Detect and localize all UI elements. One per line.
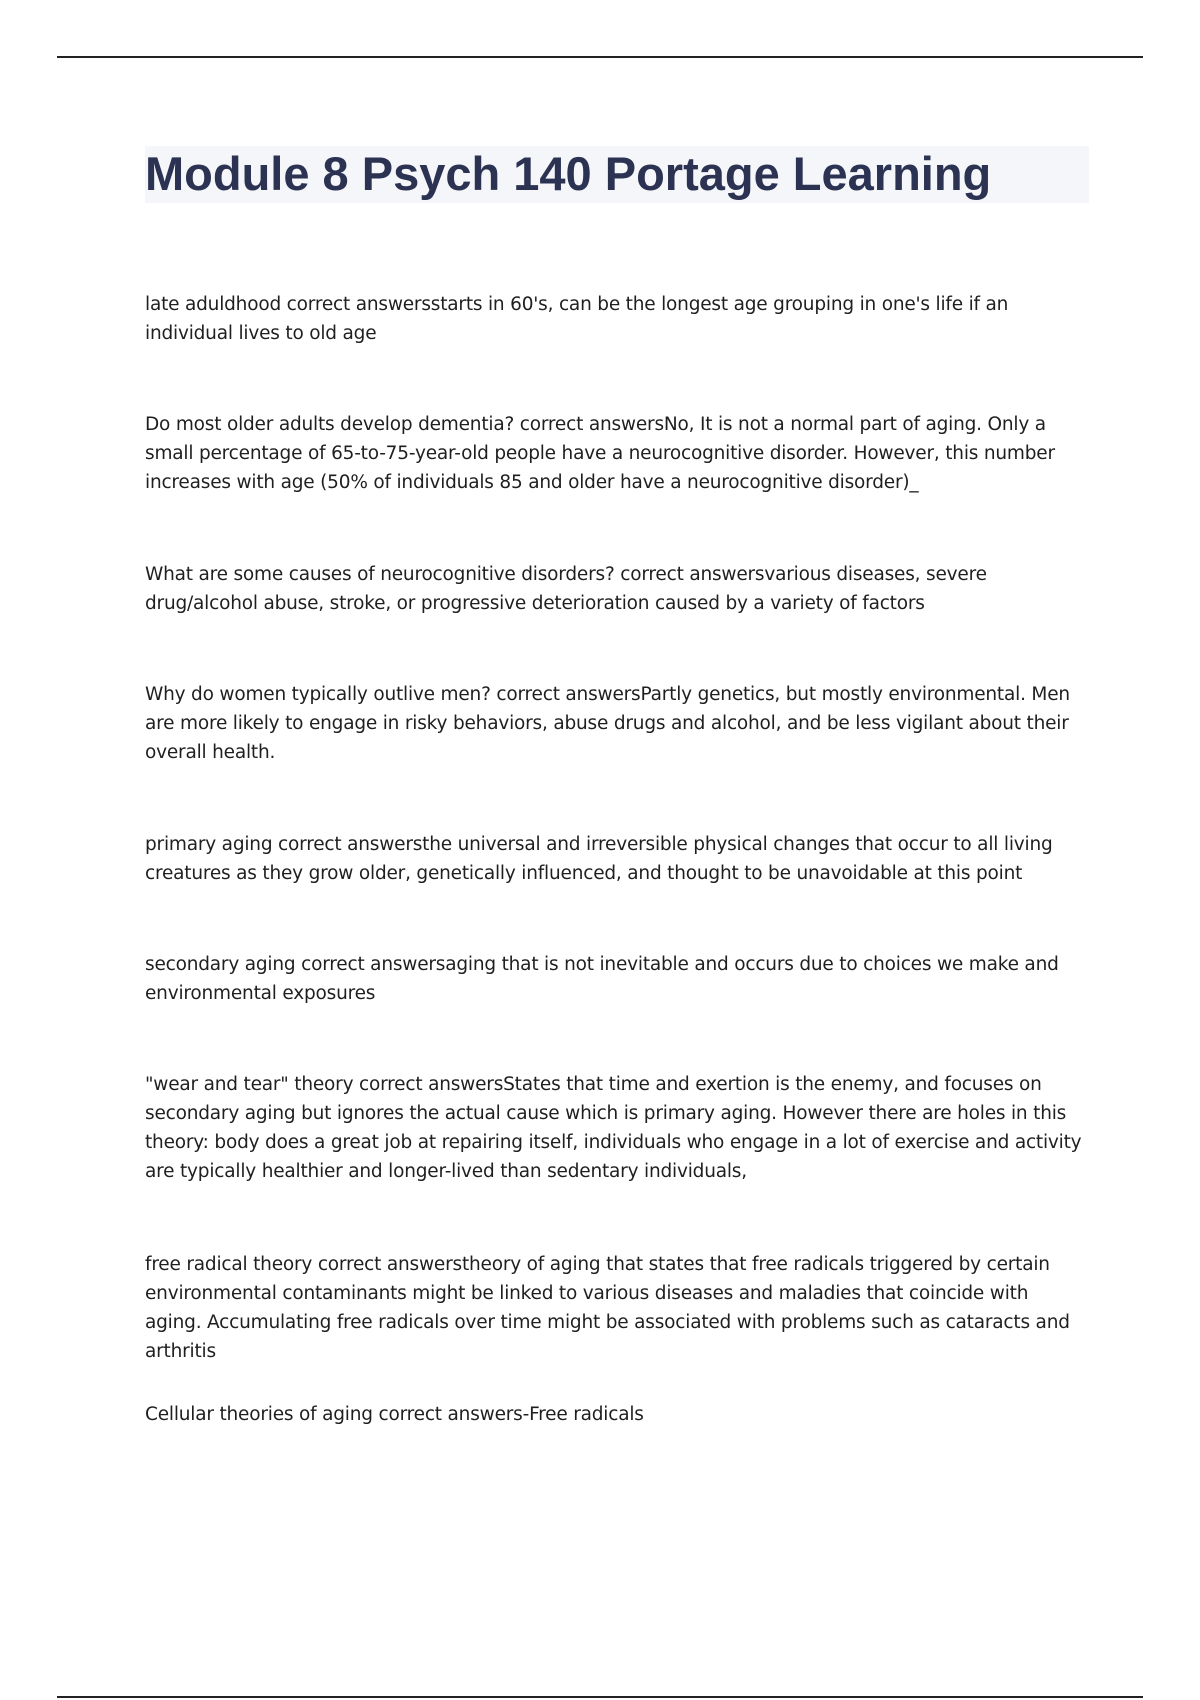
- qa-entry-secondary-aging: secondary aging correct answersaging that is not inevitable and occurs due to choices we make and environmental exposures: [145, 954, 1059, 1004]
- top-divider: [57, 56, 1143, 58]
- qa-entry-cellular-theories: Cellular theories of aging correct answers-Free radicals: [145, 1404, 644, 1425]
- qa-entry-primary-aging: primary aging correct answersthe universal and irreversible physical changes that occur to all living creatures as they grow older, genetically influenced, and thought to be unavoidable at this point: [145, 834, 1053, 884]
- qa-entry-women-outlive-men: Why do women typically outlive men? correct answersPartly genetics, but mostly environmental. Men are more likely to engage in risky behaviors, abuse drugs and alcohol, and be less vigilant about their overall health.: [145, 684, 1070, 763]
- bottom-divider: [57, 1696, 1143, 1698]
- qa-entry-wear-and-tear: "wear and tear" theory correct answersStates that time and exertion is the enemy, and focuses on secondary aging but ignores the actual cause which is primary aging. However there are holes in this theory: body does a great job at repairing itself, individuals who engage in a lot of exercise and activity are typically healthier and longer-lived than sedentary individuals,: [145, 1074, 1082, 1182]
- document-title: Module 8 Psych 140 Portage Learning: [145, 147, 992, 200]
- qa-entry-free-radical-theory: free radical theory correct answerstheory of aging that states that free radicals triggered by certain environmental contaminants might be linked to various diseases and maladies that coincide with aging. Accumulating free radicals over time might be associated with problems such as cataracts and arthritis: [145, 1254, 1070, 1362]
- qa-entry-dementia: Do most older adults develop dementia? correct answersNo, It is not a normal part of aging. Only a small percentage of 65-to-75-year-old people have a neurocognitive disorder. However, this number increases with age (50% of individuals 85 and older have a neurocognitive disorder)_: [145, 414, 1055, 493]
- qa-entry-late-adulthood: late aduldhood correct answersstarts in 60's, can be the longest age grouping in one's life if an individual lives to old age: [145, 294, 1009, 344]
- qa-entry-neurocognitive-causes: What are some causes of neurocognitive disorders? correct answersvarious diseases, severe drug/alcohol abuse, stroke, or progressive deterioration caused by a variety of factors: [145, 564, 987, 614]
